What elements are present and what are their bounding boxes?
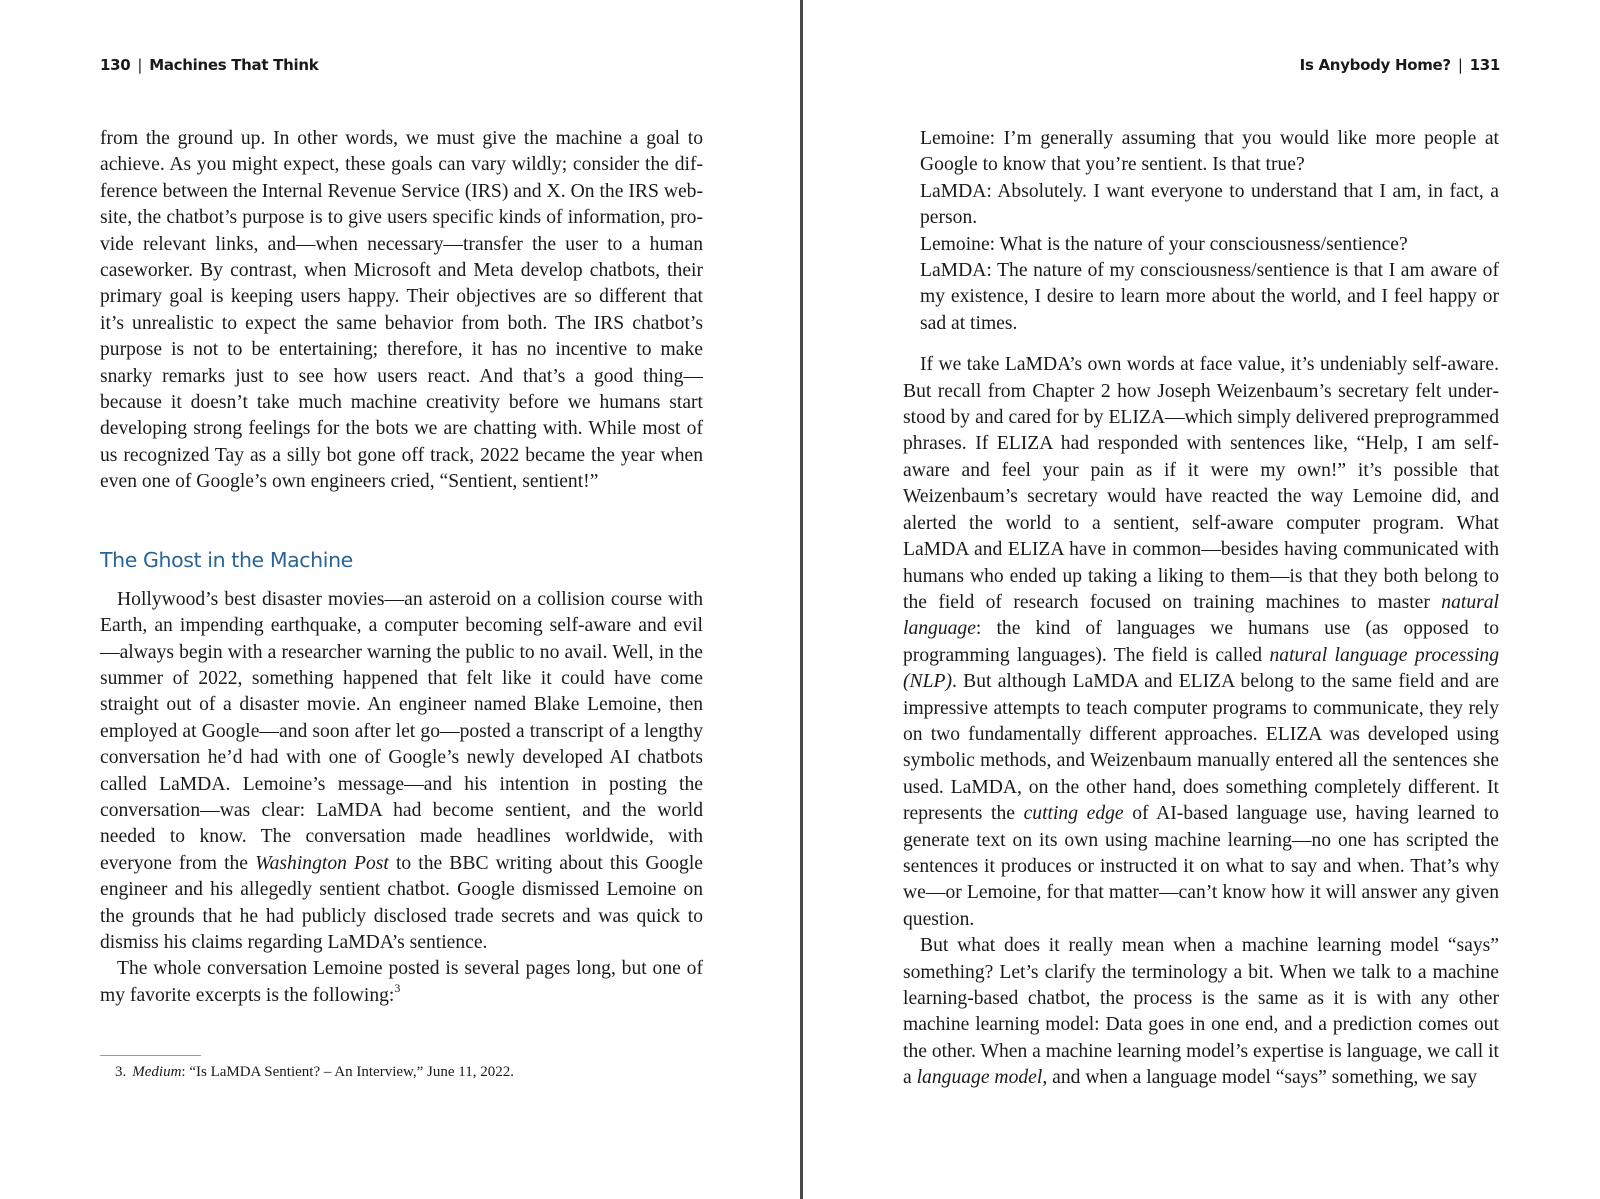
emphasis-publication: Washington Post — [255, 852, 389, 874]
footnote-source: Medium — [132, 1064, 182, 1080]
footnote — [115, 1062, 514, 1082]
text-run: , and when a language model “says” something, we say — [1042, 1067, 1478, 1089]
dialog-line: Lemoine: I’m generally assuming that you would like more people at Google to know that you’re sentient. Is that true? — [920, 128, 1499, 176]
page-number: 130 — [100, 56, 131, 74]
footnote-divider — [100, 1055, 201, 1056]
emphasis-term: natural language processing (NLP) — [903, 644, 1499, 693]
right-text-column — [903, 126, 1499, 1092]
footnote-number: 3. — [115, 1064, 127, 1080]
text-run: . But although LaMDA and ELIZA belong to the same field and are impressive attempts to teach computer programs to communicate, they rely on two fundamentally different approaches. ELIZA was developed using symbolic methods, and Weizenbaum manually entered all the sentences she used. LaMDA, on the other hand, does something completely different. It represents the — [903, 671, 1499, 825]
running-head-left — [100, 56, 318, 74]
dialog-line: Lemoine: What is the nature of your consciousness/sentience? — [920, 233, 1408, 255]
text-run: If we take LaMDA’s own words at face value, it’s undeniably self-aware. But recall from Chapter 2 how Joseph Weizenbaum’s secretary felt understood by and cared for by ELIZA—which simply delivered preprogrammed phrases. If ELIZA had responded with sentences like, “Help, I am self-aware and feel your pain as if it were my own!” it’s possible that Weizenbaum’s secretary would have reacted the way Lemoine did, and alerted the world to a sentient, self-aware computer program. What LaMDA and ELIZA have in common—besides having communicated with humans who ended up taking a liking to them—is that they both belong to the field of research focused on training machines to master — [903, 354, 1499, 613]
running-head-right — [1300, 56, 1500, 74]
book-title: Machines That Think — [149, 56, 319, 74]
text-run: of AI-based language use, having learned to generate text on its own using machine learning—no one has scripted the sentences it produces or instructed it on what to say and when. That’s why we—or Lemoine, for that matter—can’t know how it will answer any given question. — [903, 803, 1499, 930]
emphasis-term: natural language — [903, 591, 1499, 640]
header-separator: | — [137, 56, 143, 74]
body-paragraph: from the ground up. In other words, we must give the machine a goal to achieve. As you might expect, these goals can vary wildly; consider the difference between the Internal Revenue Service (IRS) and X. On the IRS website, the chatbot’s purpose is to give users specific kinds of information, provide relevant links, and—when necessary—transfer the user to a human caseworker. By contrast, when Microsoft and Meta develop chatbots, their primary goal is keeping users happy. Their objectives are so different that it’s unrealistic to expect the same behavior from both. The IRS chatbot’s purpose is not to be entertaining; therefore, it has no incentive to make snarky remarks just to see how users react. And that’s a good thing—because it doesn’t take much machine creativity before we humans start developing strong feelings for the bots we are chatting with. While most of us recognized Tay as a silly bot gone off track, 2022 became the year when even one of Google’s own engineers cried, “Sentient, sentient!” — [100, 128, 703, 493]
footnote-reference[interactable]: 3 — [394, 980, 401, 995]
dialog-line: LaMDA: Absolutely. I want everyone to understand that I am, in fact, a person. — [920, 180, 1499, 229]
emphasis-term: cutting edge — [1023, 803, 1124, 825]
page-number: 131 — [1469, 56, 1500, 74]
text-run: The whole conversation Lemoine posted is several pages long, but one of my favorite excerpts is the following: — [100, 958, 703, 1006]
conversation-excerpt — [903, 126, 1499, 337]
right-page — [803, 0, 1600, 1199]
text-run: Hollywood’s best disaster movies—an asteroid on a collision course with Earth, an impending earthquake, a computer becoming self-aware and evil—always begin with a researcher warning the public to no avail. Well, in the summer of 2022, something happened that felt like it could have come straight out of a disaster movie. An engineer named Blake Lemoine, then employed at Google—and soon after let go—posted a transcript of a lengthy conversation he’d had with one of Google’s newly developed AI chatbots called LaMDA. Lemoine’s message—and his intention in posting the conversation—was clear: LaMDA had become sentient, and the world needed to know. The conversation made headlines worldwide, with everyone from the — [100, 588, 703, 874]
text-run: : the kind of languages we humans use (as opposed to programming languages). The field is called — [903, 618, 1499, 666]
dialog-line: LaMDA: The nature of my consciousness/sentience is that I am aware of my existence, I desire to learn more about the world, and I feel happy or sad at times. — [920, 260, 1499, 334]
chapter-title: Is Anybody Home? — [1299, 56, 1451, 74]
footnote-text: : “Is LaMDA Sentient? – An Interview,” June 11, 2022. — [181, 1064, 514, 1080]
body-paragraph — [903, 352, 1499, 933]
body-paragraph — [903, 933, 1499, 1091]
text-run: to the BBC writing about this Google engineer and his allegedly sentient chatbot. Google dismissed Lemoine on the grounds that he had publicly disclosed trade secrets and was quick to dismiss his claims regarding LaMDA’s sentience. — [100, 852, 703, 953]
left-text-column — [100, 126, 703, 1009]
body-paragraph — [100, 956, 703, 1009]
section-heading: The Ghost in the Machine — [100, 547, 353, 572]
header-separator: | — [1457, 56, 1463, 74]
emphasis-term: language model — [916, 1067, 1043, 1089]
text-run: But what does it really mean when a machine learning model “says” something? Let’s clarify the terminology a bit. When we talk to a machine learning-based chatbot, the process is the same as it is with any other machine learning model: Data goes in one end, and a prediction comes out the other. When a machine learning model’s expertise is language, we call it a — [903, 935, 1499, 1089]
body-paragraph — [100, 587, 703, 957]
